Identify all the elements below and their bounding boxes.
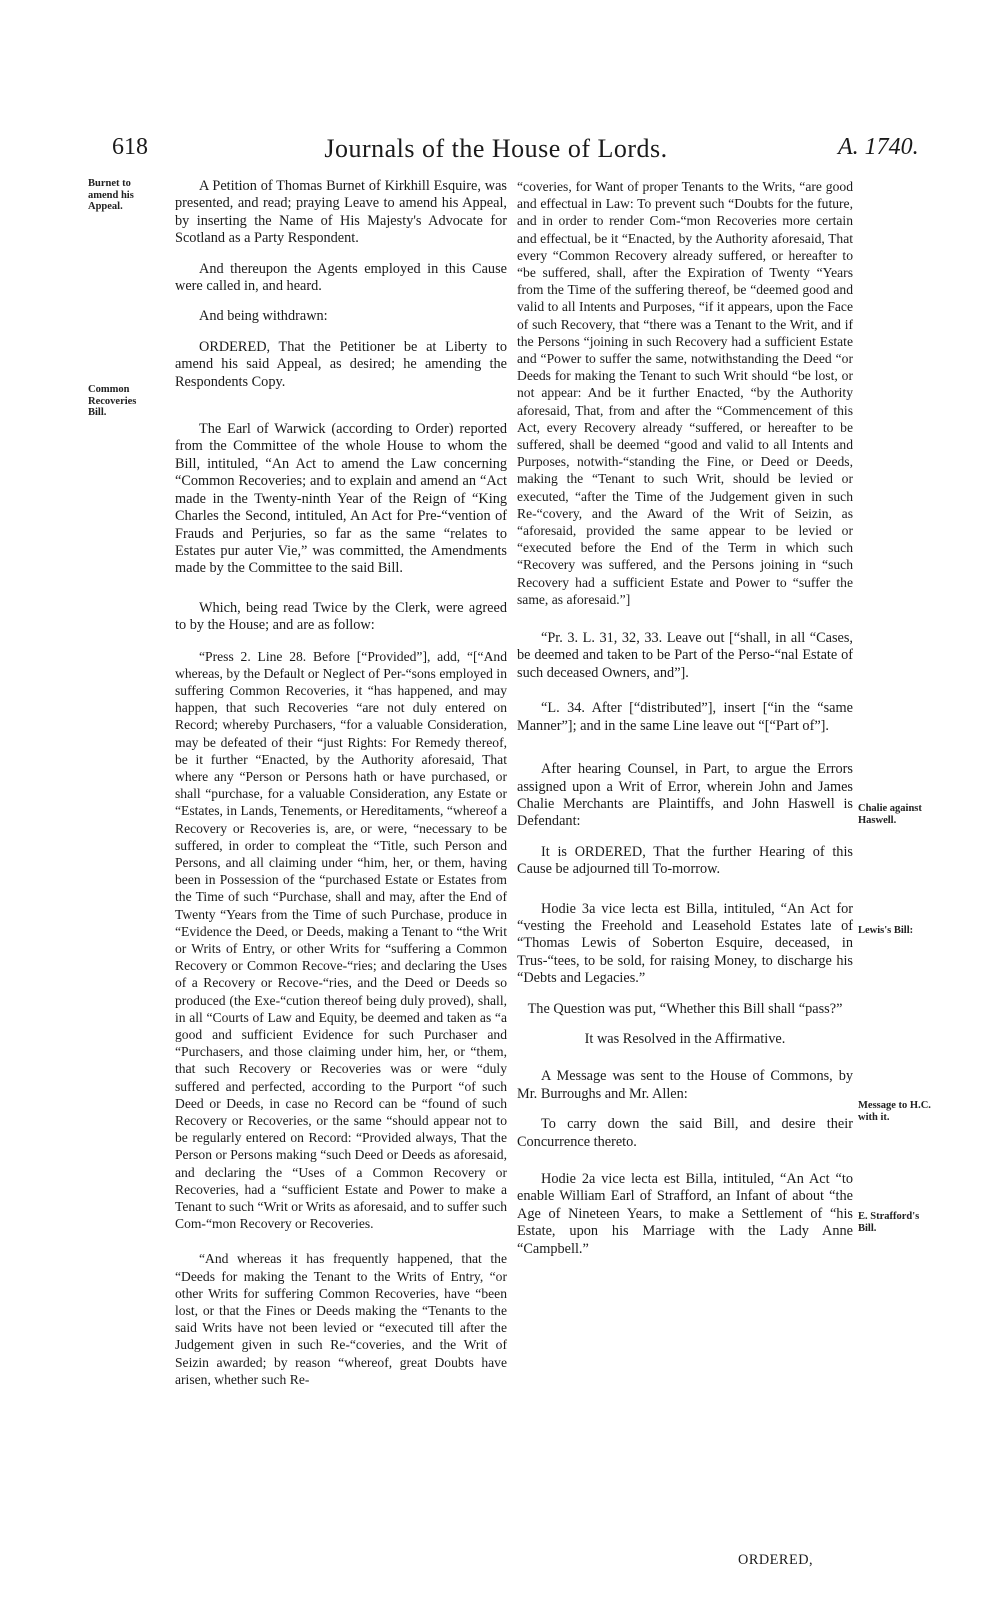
- left-column: [175, 178, 507, 1401]
- lewis-bill-reading: Hodie 3a vice lecta est Billa, intituled, “An Act for “vesting the Freehold and Leasehold Estates late of “Thomas Lewis of Soberton Esquire, deceased, in Trus-“tees, to be sold, for raising Money, to discharge his “Debts and Legacies.”: [517, 900, 853, 987]
- carry-down-bill: To carry down the said Bill, and desire their Concurrence thereto.: [517, 1116, 853, 1150]
- amendment-continued: “coveries, for Want of proper Tenants to the Writs, “are good and effectual in Law: To prevent such “Doubts for the future, and in order to render Com-“mon Recoveries more certain and effectual, be it “Enacted, by the Authority aforesaid, That every “Common Recovery already suffered, or hereafter to “be suffered, shall, after the Expiration of Twenty “Years from the Time of the suffering thereof, be “deemed good and valid to all Intents and Purposes, “if it appears, upon the Face of such Recovery, that “there was a Tenant to the Writ, and if the Persons “joining in such Recovery had a sufficient Estate and “Power to suffer the same, notwithstanding the Deed “or Deeds for making the Tenant to such Writ should “be lost, or not appear: And be it further Enacted, “by the Authority aforesaid, That, from and after the “Commencement of this Act, every Recovery already “suffered, or hereafter to be suffered, shall be deemed “good and valid to all Intents and Purposes, notwith-“standing the Fine, or Deed or Deeds, making the “Tenant to such Writ, should be levied or executed, “after the Time of the Judgement given in such Re-“covery, and the Award of the Writ of Seizin, as “aforesaid, provided the same appear to be levied or “executed before the End of the Term in which such “Recovery was suffered, and the Persons joining in “such Recovery had a sufficient Estate and Power to “suffer the same, as aforesaid.”]: [517, 179, 853, 607]
- strafford-bill-reading: Hodie 2a vice lecta est Billa, intituled, “An Act “to enable William Earl of Strafford, an Infant of about “the Age of Nineteen Years, to make a Settlement of “his Estate, upon his Marriage with the Lady Anne “Campbell.”: [517, 1171, 853, 1257]
- warwick-report: The Earl of Warwick (according to Order) reported from the Committee of the whole House to whom the Bill, intituled, “An Act to amend the Law concerning “Common Recoveries; and to explain and amend an “Act made in the Twenty-ninth Year of the Reign of “King Charles the Second, intituled, An Act for Pre-“vention of Frauds and Perjuries, so far as the same “relates to Estates pur auter Vie,” was committed, the Amendments made by the Committee to the said Bill.: [175, 421, 507, 577]
- page-header: [0, 134, 992, 174]
- amendment-l-34: “L. 34. After [“distributed”], insert [“in the “same Manner”]; and in the same Line leave out “[“Part of”].: [517, 700, 853, 734]
- chalie-counsel: After hearing Counsel, in Part, to argue the Errors assigned upon a Writ of Error, wherein John and James Chalie Merchants are Plaintiffs, and John Haswell is Defendant:: [517, 761, 853, 830]
- margin-note-message: Message to H.C. with it.: [858, 1100, 931, 1123]
- resolved-affirmative: It was Resolved in the Affirmative.: [584, 1030, 786, 1047]
- margin-note-chalie: Chalie against Haswell.: [858, 803, 922, 826]
- message-to-commons: A Message was sent to the House of Commons, by Mr. Burroughs and Mr. Allen:: [517, 1068, 853, 1102]
- margin-note-common-recoveries: Common Recoveries Bill.: [88, 384, 137, 418]
- amendment-pr-3: “Pr. 3. L. 31, 32, 33. Leave out [“shall, in all “Cases, be deemed and taken to be Part of the Perso-“nal Estate of such deceased Owners, and”].: [517, 630, 853, 681]
- year: A. 1740.: [838, 134, 919, 160]
- order-amend-appeal: ORDERED, That the Petitioner be at Liberty to amend his said Appeal, as desired; he amending the Respondents Copy.: [175, 338, 507, 390]
- order-adjourned: It is ORDERED, That the further Hearing of this Cause be adjourned till To-morrow.: [517, 843, 853, 878]
- question-put: The Question was put, “Whether this Bill shall “pass?”: [527, 1000, 843, 1017]
- burnet-petition: A Petition of Thomas Burnet of Kirkhill Esquire, was presented, and read; praying Leave to amend his Appeal, by inserting the Name of His Majesty's Advocate for Scotland as a Party Respondent.: [175, 178, 507, 247]
- journal-title: Journals of the House of Lords.: [324, 134, 668, 163]
- page-number: 618: [112, 134, 148, 160]
- amendment-whereas: “And whereas it has frequently happened, that the “Deeds for making the Tenant to the Writs of Entry, “or other Writs for suffering Common Recoveries, have “been lost, or that the Fines or Deeds making the “Tenants to the said Writs have not been levied or “executed till after the Judgement given in such Re-“coveries, and the Writ of Seizin awarded; by reason “whereof, great Doubts have arisen, whether such Re-: [175, 1251, 507, 1387]
- amendment-press-2: “Press 2. Line 28. Before [“Provided”], add, “[“And whereas, by the Default or Neglect of Per-“sons employed in suffering Common Recoveries, it “has happened, and may happen, that such Recoveries “are not duly entered on Record; whereby Purchasers, “for a valuable Consideration, may be defeated of their “just Rights: For Remedy thereof, be it further “Enacted, by the Authority aforesaid, That where any “Person or Persons hath or have purchased, or shall “purchase, for a valuable Consideration, any Estate or “Estates, in Lands, Tenements, or Hereditaments, “whereof a Recovery or Recoveries is, are, or were, “necessary to be suffered, in order to compleat the “Title, such Person and Persons, and all claiming under “him, her, or them, having been in Possession of the “purchased Estate or Estates from the Time of such “Purchase, shall and may, after the End of Twenty “Years from the Time of such Purchase, produce in “Evidence the Deed, or Deeds, making a Tenant to “the Writ or Writs of Entry, or other Writs for “suffering a Common Recovery or Common Recove-“ries; and declaring the Uses of a Recovery or Recove-“ries, and the Deed or Deeds so produced (the Exe-“cution thereof being duly proved), shall, in all “Courts of Law and Equity, be deemed and taken as “a good and sufficient Evidence for such Purchaser and “Purchasers, and those claiming under him, her, or “them, that such Recovery or Recoveries was or were “duly suffered and perfected, according to the Purport “of such Deed or Deeds, in case no Record can be “found of such Recovery or Recoveries, or the same “should appear not to be regularly entered on Record: “Provided always, That the Person or Persons making “such Deed or Deeds as aforesaid, and declaring the “Uses of a Common Recovery or Recoveries, had a “sufficient Estate and Power to make a Tenant to such “Writ or Writs as aforesaid, and to suffer such Com-“mon Recovery or Recoveries.: [175, 648, 507, 1232]
- margin-note-strafford: E. Strafford's Bill.: [858, 1211, 920, 1234]
- withdrawn: And being withdrawn:: [199, 308, 328, 325]
- right-column: [517, 178, 853, 1271]
- catchword: ORDERED,: [738, 1552, 814, 1568]
- agents-heard: And thereupon the Agents employed in this Cause were called in, and heard.: [175, 260, 507, 295]
- margin-note-lewis: Lewis's Bill:: [858, 925, 914, 936]
- agreed-amendments: Which, being read Twice by the Clerk, were agreed to by the House; and are as follow:: [175, 599, 507, 634]
- margin-note-burnet: Burnet to amend his Appeal.: [88, 178, 134, 212]
